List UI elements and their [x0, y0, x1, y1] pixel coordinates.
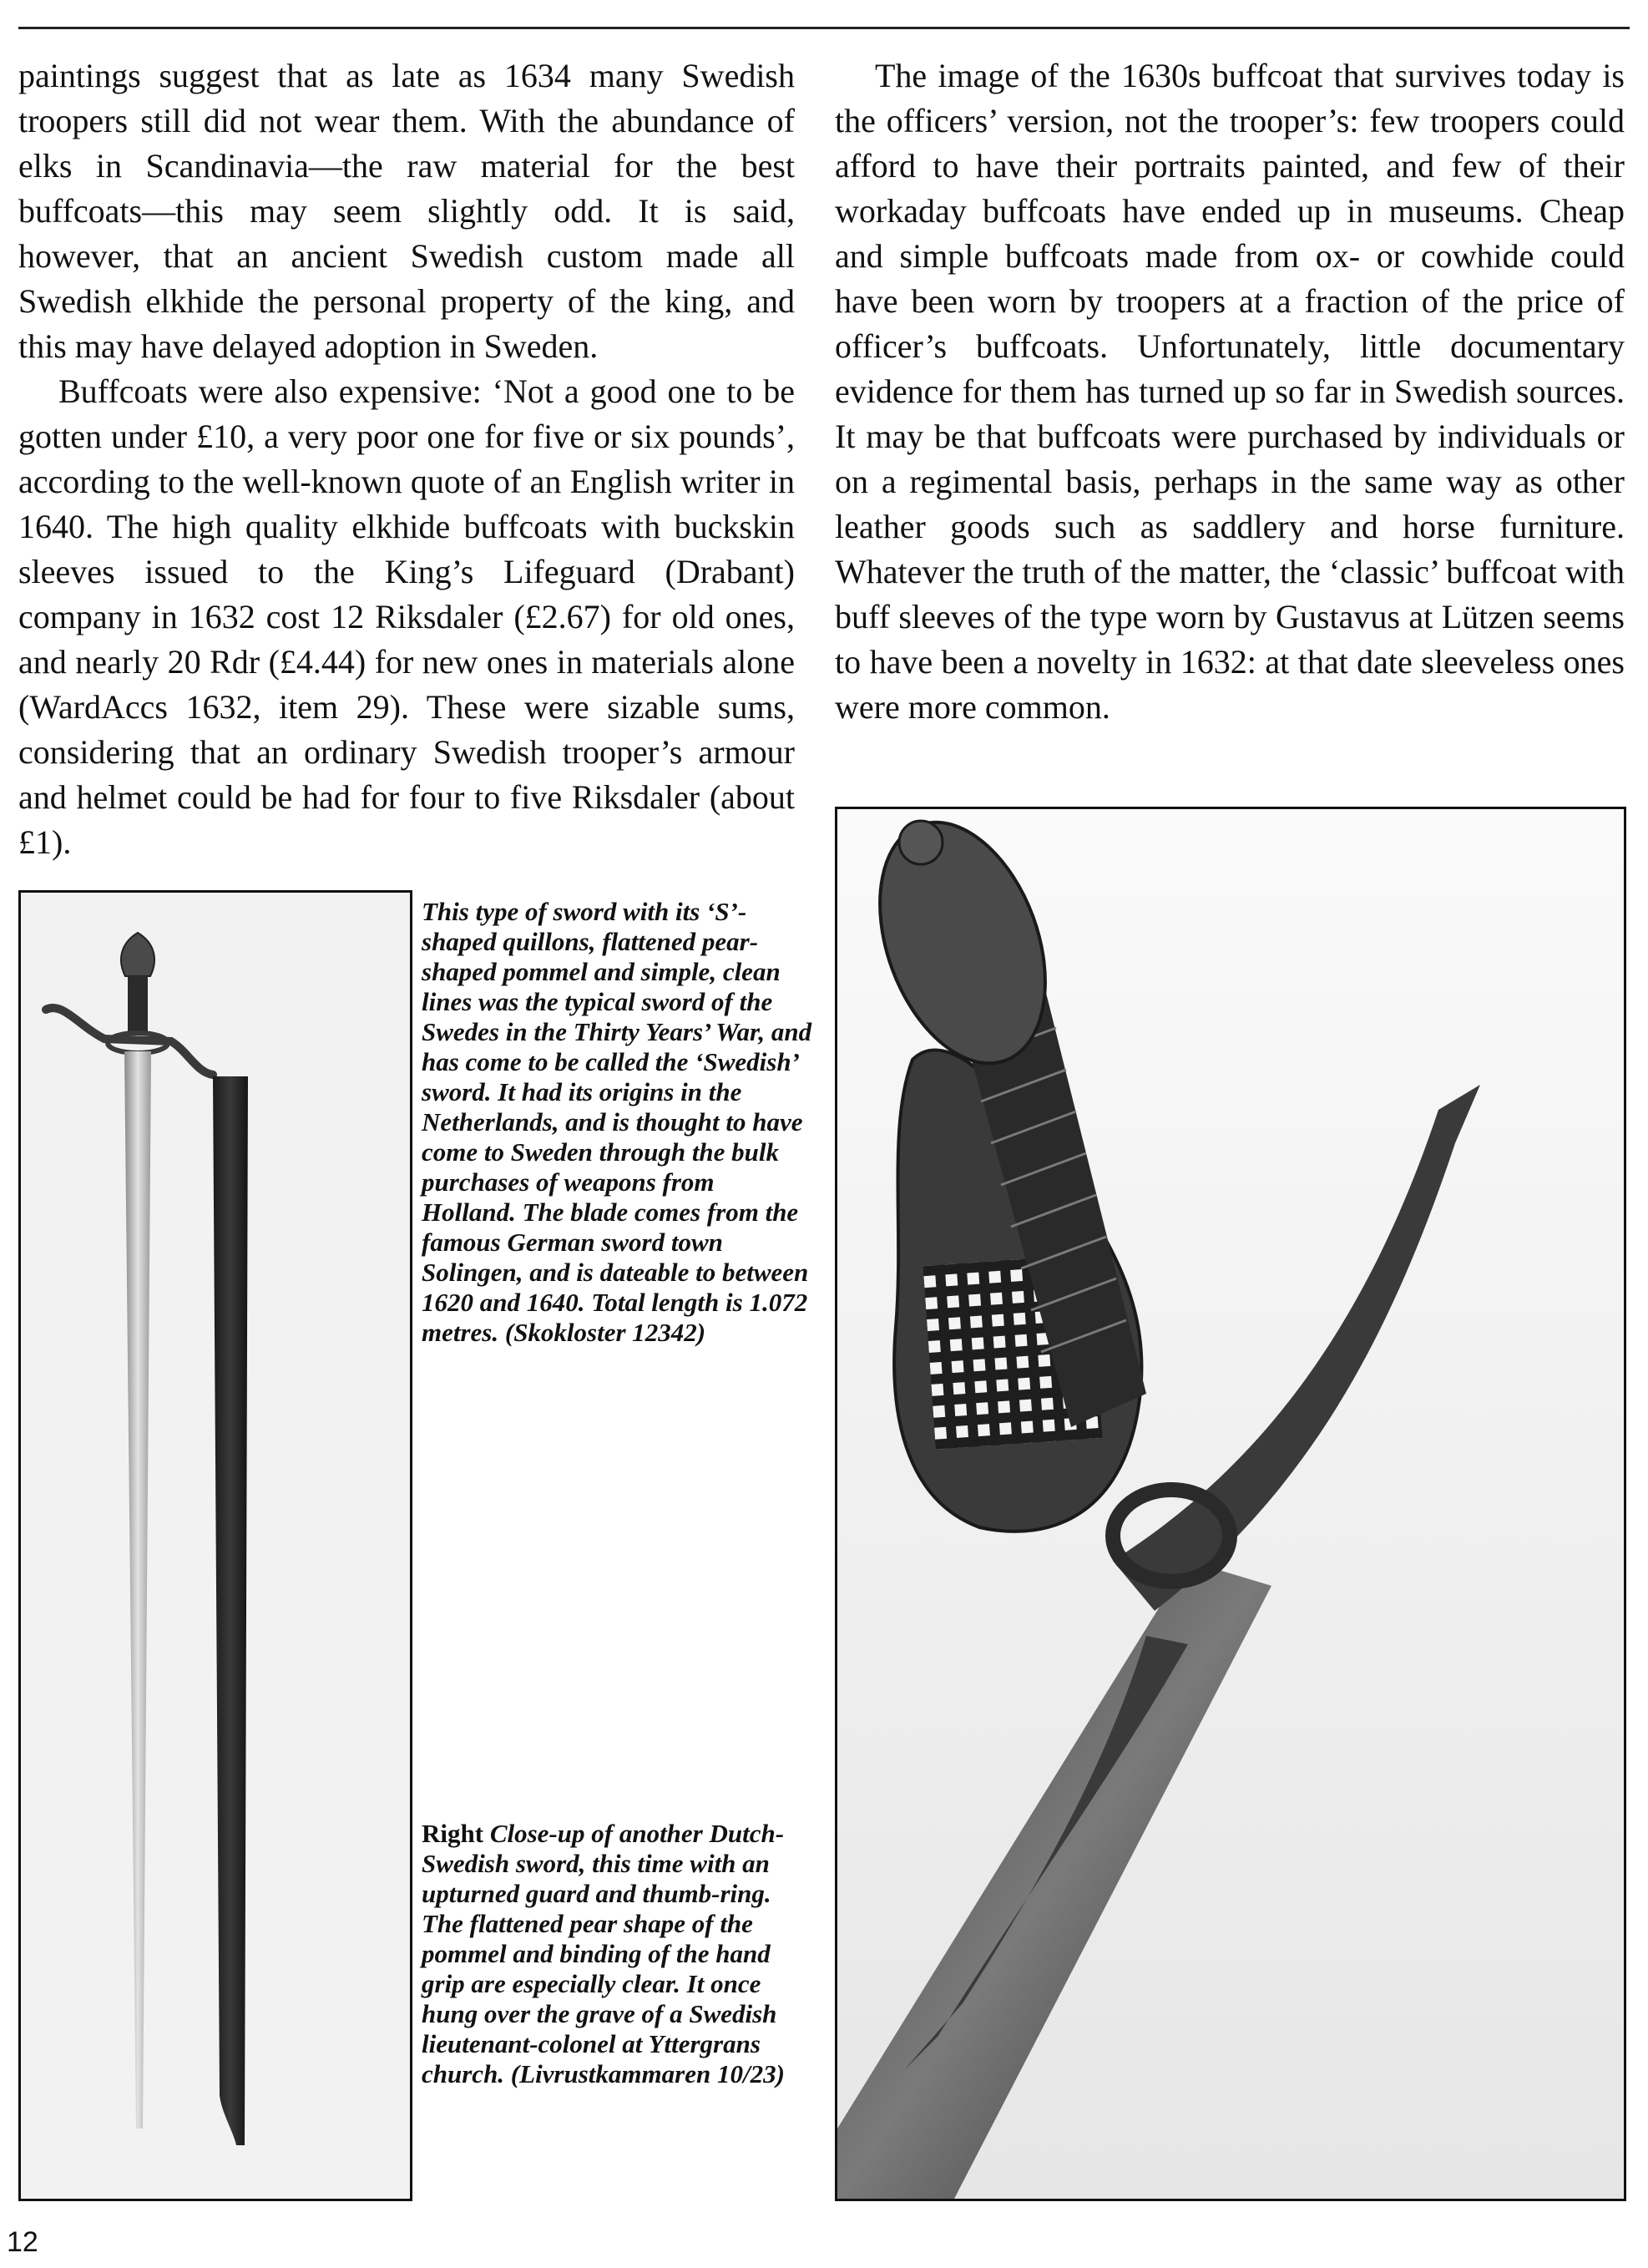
caption-lead: Right	[422, 1819, 484, 1848]
pommel-button-shape	[899, 821, 943, 864]
page-number: 12	[7, 2226, 38, 2258]
paragraph: The image of the 1630s buffcoat that survives today is the officers’ version, not the trooper’s: few troopers could afford to have their portraits painted, and few of their workaday buffcoats have ended up in museums. Cheap and simple buffcoats made from ox- or cowhide could have been worn by troopers at a fraction of the price of officer’s buffcoats. Unfortunately, little documentary evidence for them has turned up so far in Swedish sources. It may be that buffcoats were purchased by individuals or on a regimental basis, perhaps in the same way as other leather goods such as saddlery and horse furniture. Whatever the truth of the matter, the ‘classic’ buffcoat with buff sleeves of the type worn by Gustavus at Lützen seems to have been a novelty in 1632: at that date sleeveless ones were more common.	[835, 57, 1625, 726]
sword-hilt-closeup-illustration	[837, 809, 1624, 2199]
sword-photo-closeup	[835, 807, 1626, 2201]
caption-left-sword: This type of sword with its ‘S’-shaped quillons, flattened pear-shaped pommel and simple, clean lines was the typical sword of the Swedes in the Thirty Years’ War, and has come to be called the ‘Swedish’ sword. It had its origins in the Netherlands, and is thought to have come to Sweden through the bulk purchases of weapons from Holland. The blade comes from the famous German sword town Solingen, and is dateable to between 1620 and 1640. Total length is 1.072 metres. (Skokloster 12342)	[422, 897, 812, 1347]
sword-and-scabbard-illustration	[21, 893, 410, 2199]
body-column-left	[18, 53, 795, 865]
caption-body: Close-up of another Dutch-Swedish sword, this time with an upturned guard and thumb-ring. The flattened pear shape of the pommel and binding of the hand grip are especially clear. It once hung over the grave of a Swedish lieutenant-colonel at Yttergrans church. (Livrustkammaren 10/23)	[422, 1819, 785, 2088]
grip-shape	[128, 976, 148, 1035]
paragraph: Buffcoats were also expensive: ‘Not a good one to be gotten under £10, a very poor one for five or six pounds’, according to the well-known quote of an English writer in 1640. The high quality elkhide buffcoats with buckskin sleeves issued to the King’s Lifeguard (Drabant) company in 1632 cost 12 Riksdaler (£2.67) for old ones, and nearly 20 Rdr (£4.44) for new ones in materials alone (WardAccs 1632, item 29). These were sizable sums, considering that an ordinary Swedish trooper’s armour and helmet could be had for four to five Riksdaler (about £1).	[18, 372, 795, 861]
caption-right-sword	[422, 1819, 814, 2089]
paragraph: paintings suggest that as late as 1634 many Swedish troopers still did not wear them. With the abundance of elks in Scandinavia—the raw material for the best buffcoats—this may seem slightly odd. It is said, however, that an ancient Swedish custom made all Swedish elkhide the personal property of the king, and this may have delayed adoption in Sweden.	[18, 57, 795, 365]
sword-photo-full	[18, 890, 412, 2201]
body-column-right	[835, 53, 1625, 730]
top-rule	[18, 27, 1630, 29]
